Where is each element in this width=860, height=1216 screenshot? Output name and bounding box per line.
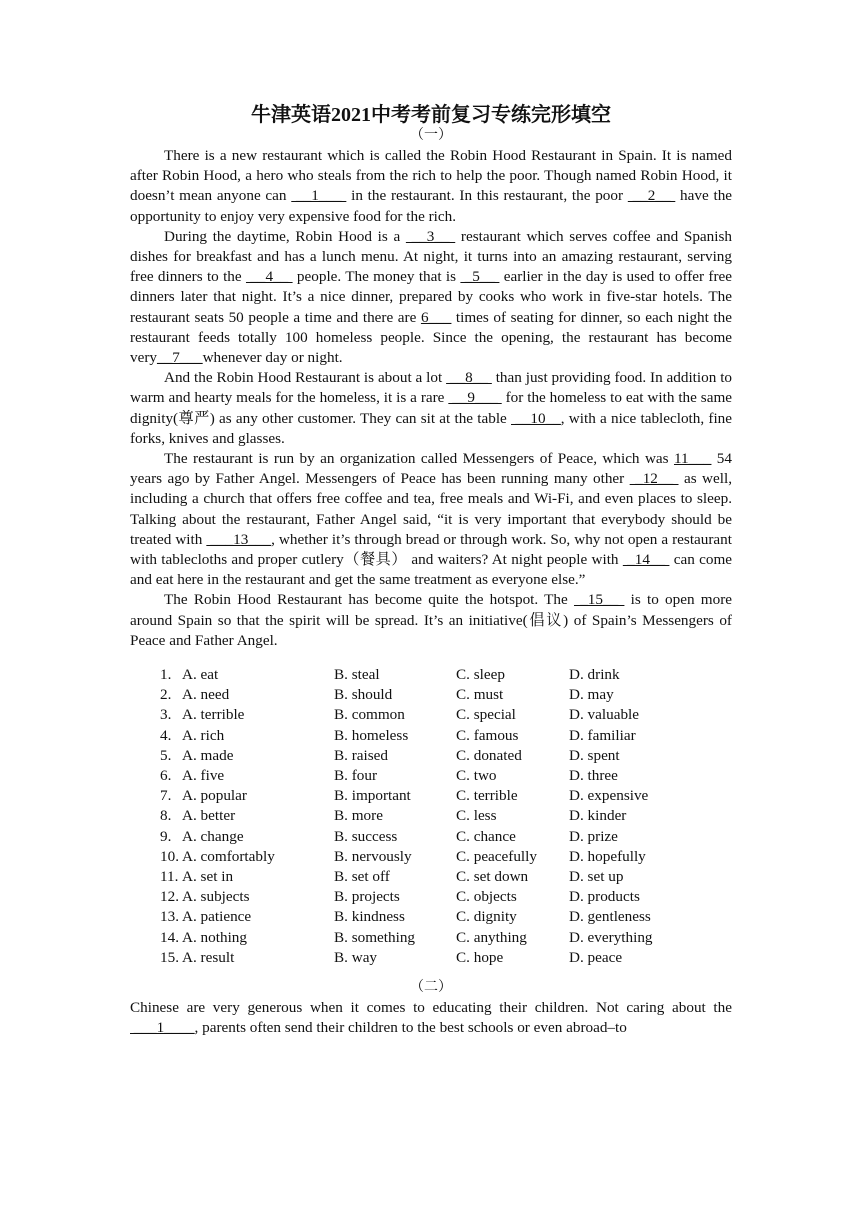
document-title: 牛津英语2021中考考前复习专练完形填空 xyxy=(251,104,611,126)
paragraph-text: in the restaurant. In this restaurant, the poor xyxy=(346,187,628,205)
paragraph xyxy=(130,590,732,651)
question-number: 4. xyxy=(160,726,172,744)
option-row xyxy=(130,907,732,927)
paragraph xyxy=(130,227,732,368)
option-d: D. prize xyxy=(569,827,618,845)
option-c: C. two xyxy=(456,767,497,785)
option-a: A. nothing xyxy=(182,928,247,946)
question-number: 2. xyxy=(160,686,172,704)
paragraph-text: whenever day or night. xyxy=(202,349,343,367)
question-number: 9. xyxy=(160,827,172,845)
blank-marker: __10__ xyxy=(511,409,561,427)
blank-marker: __2__ xyxy=(627,187,676,205)
blank-marker: _12__ xyxy=(629,470,679,488)
option-b: B. homeless xyxy=(334,726,409,744)
option-a: A. subjects xyxy=(182,888,250,906)
paragraph-text: And the Robin Hood Restaurant is about a lot xyxy=(164,369,447,387)
paragraph-text: , whether it’s through bread or through work. So, why not open a restaurant with tablecloths and proper cutlery（餐具） and waiters? At night people with xyxy=(130,530,732,569)
blank-marker: 6___ xyxy=(420,308,452,326)
blank-marker: _15__ xyxy=(573,591,625,609)
option-row xyxy=(130,847,732,867)
option-c: C. anything xyxy=(456,928,527,946)
option-b: B. something xyxy=(334,928,416,946)
option-b: B. nervously xyxy=(334,847,412,865)
part2-passage xyxy=(130,998,732,1038)
part2-label: （二） xyxy=(410,979,452,995)
paragraph xyxy=(130,368,732,449)
paragraph-text: There is a new restaurant which is called the Robin Hood Restaurant in Spain. It is named after Robin Hood, a hero who steals from the rich to help the poor. Though named Robin Hood, it doesn’t mean anyone can xyxy=(130,147,732,205)
option-a: A. comfortably xyxy=(182,847,275,865)
blank-marker: ___13___ xyxy=(206,530,272,548)
option-row xyxy=(130,726,732,746)
blank-marker: __8__ xyxy=(446,369,492,387)
question-number: 1. xyxy=(160,666,172,684)
paragraph-text: as well, including a church that offers free coffee and tea, free meals and Wi-Fi, and even places to sleep. Talking about the restaurant, Father Angel said, “it is very important that everybody should be treated with xyxy=(130,470,732,548)
option-b: B. important xyxy=(334,787,411,805)
option-c: C. dignity xyxy=(456,908,517,926)
option-row xyxy=(130,928,732,948)
question-number: 6. xyxy=(160,767,172,785)
option-row xyxy=(130,665,732,685)
option-c: C. famous xyxy=(456,726,519,744)
question-number: 3. xyxy=(160,706,172,724)
option-row xyxy=(130,685,732,705)
answer-options xyxy=(130,665,732,968)
option-c: C. set down xyxy=(456,867,529,885)
option-row xyxy=(130,867,732,887)
paragraph-text: can come and eat here in the restaurant and get the same treatment as everyone else.” xyxy=(130,551,733,589)
blank-marker: __7___ xyxy=(157,349,203,367)
option-d: D. gentleness xyxy=(569,908,651,926)
question-number: 13. xyxy=(160,908,179,926)
option-row xyxy=(130,705,732,725)
option-b: B. four xyxy=(334,767,378,785)
paragraph-text: During the daytime, Robin Hood is a xyxy=(164,227,406,245)
option-a: A. change xyxy=(182,827,244,845)
question-number: 12. xyxy=(160,888,179,906)
option-b: B. should xyxy=(334,686,393,704)
paragraph-text: times of seating for dinner, so each night the restaurant feeds totally 100 homeless people. Since the opening, the restaurant has become very xyxy=(130,308,732,367)
blank-marker: __3__ xyxy=(405,227,456,245)
blank-marker: _14__ xyxy=(622,551,670,569)
paragraph xyxy=(130,146,732,227)
option-a: A. patience xyxy=(182,908,252,926)
option-c: C. peacefully xyxy=(456,847,537,865)
option-c: C. must xyxy=(456,686,504,704)
option-c: C. sleep xyxy=(456,666,505,684)
question-number: 10. xyxy=(160,847,179,865)
option-c: C. objects xyxy=(456,888,517,906)
paragraph-text: The Robin Hood Restaurant has become quite the hotspot. The xyxy=(164,591,574,609)
option-b: B. set off xyxy=(334,867,390,885)
option-row xyxy=(130,827,732,847)
option-d: D. drink xyxy=(569,666,620,684)
option-c: C. terrible xyxy=(456,787,518,805)
blank-marker: _5__ xyxy=(460,268,500,286)
option-d: D. peace xyxy=(569,948,623,966)
part1-passage xyxy=(130,146,732,651)
option-a: A. set in xyxy=(182,867,234,885)
option-a: A. terrible xyxy=(182,706,245,724)
option-d: D. products xyxy=(569,888,640,906)
option-b: B. kindness xyxy=(334,908,405,926)
blank-marker: ___1____ xyxy=(130,1019,195,1037)
option-a: A. popular xyxy=(182,787,247,805)
option-d: D. everything xyxy=(569,928,653,946)
question-number: 8. xyxy=(160,807,172,825)
option-a: A. result xyxy=(182,948,235,966)
option-c: C. hope xyxy=(456,948,504,966)
option-d: D. three xyxy=(569,767,618,785)
question-number: 15. xyxy=(160,948,179,966)
option-a: A. rich xyxy=(182,726,225,744)
blank-marker: 11___ xyxy=(673,450,712,468)
paragraph-text: 54 years ago by Father Angel. Messengers of Peace has been running many other xyxy=(130,450,732,488)
question-number: 5. xyxy=(160,746,172,764)
paragraph-text: , with a nice tablecloth, fine forks, knives and glasses. xyxy=(130,409,732,447)
paragraph-text: Chinese are very generous when it comes to educating their children. Not caring about the xyxy=(130,998,732,1016)
paragraph-text: have the opportunity to enjoy very expensive food for the rich. xyxy=(130,187,733,225)
option-d: D. hopefully xyxy=(569,847,646,865)
option-b: B. raised xyxy=(334,746,388,764)
paragraph-text: , parents often send their children to the best schools or even abroad–to xyxy=(194,1019,627,1037)
paragraph-text: is to open more around Spain so that the spirit will be spread. It’s an initiative(倡议) of Spain’s Messengers of Peace and Father Angel. xyxy=(130,591,733,649)
option-a: A. better xyxy=(182,807,236,825)
paragraph xyxy=(130,449,732,590)
option-row xyxy=(130,746,732,766)
paragraph-text: restaurant which serves coffee and Spanish dishes for breakfast and has a lunch menu. At night, it turns into an amazing restaurant, serving free dinners to the xyxy=(130,227,732,286)
paragraph-text: than just providing food. In addition to warm and hearty meals for the homeless, it is a rare xyxy=(130,369,733,407)
option-b: B. common xyxy=(334,706,405,724)
paragraph-text: The restaurant is run by an organization called Messengers of Peace, which was xyxy=(164,450,674,468)
question-number: 11. xyxy=(160,867,179,885)
part1-label: （一） xyxy=(410,128,452,143)
option-d: D. familiar xyxy=(569,726,636,744)
blank-marker: __9___ xyxy=(448,389,502,407)
blank-marker: __4__ xyxy=(245,268,293,286)
option-d: D. kinder xyxy=(569,807,627,825)
option-b: B. more xyxy=(334,807,383,825)
option-d: D. set up xyxy=(569,867,624,885)
option-c: C. chance xyxy=(456,827,516,845)
option-b: B. way xyxy=(334,948,378,966)
option-c: C. donated xyxy=(456,746,522,764)
option-row xyxy=(130,948,732,968)
question-number: 14. xyxy=(160,928,179,946)
paragraph-text: people. The money that is xyxy=(292,268,461,286)
document-page xyxy=(130,96,732,1038)
option-d: D. valuable xyxy=(569,706,640,724)
option-row xyxy=(130,786,732,806)
paragraph-text: earlier in the day is used to offer free dinners later that night. It’s a nice dinner, prepared by cooks who work in five-star hotels. The restaurant seats 50 people a time and there are xyxy=(130,268,733,326)
blank-marker: __1___ xyxy=(291,187,347,205)
option-c: C. special xyxy=(456,706,516,724)
option-d: D. may xyxy=(569,686,614,704)
option-row xyxy=(130,887,732,907)
option-row xyxy=(130,766,732,786)
option-d: D. expensive xyxy=(569,787,649,805)
option-b: B. steal xyxy=(334,666,380,684)
option-b: B. success xyxy=(334,827,398,845)
option-d: D. spent xyxy=(569,746,620,764)
option-row xyxy=(130,806,732,826)
option-a: A. eat xyxy=(182,666,219,684)
option-a: A. need xyxy=(182,686,230,704)
option-a: A. made xyxy=(182,746,234,764)
question-number: 7. xyxy=(160,787,172,805)
option-a: A. five xyxy=(182,767,225,785)
paragraph xyxy=(130,998,732,1038)
paragraph-text: for the homeless to eat with the same dignity(尊严) as any other customer. They can sit at the table xyxy=(130,389,733,427)
option-b: B. projects xyxy=(334,888,400,906)
option-c: C. less xyxy=(456,807,497,825)
